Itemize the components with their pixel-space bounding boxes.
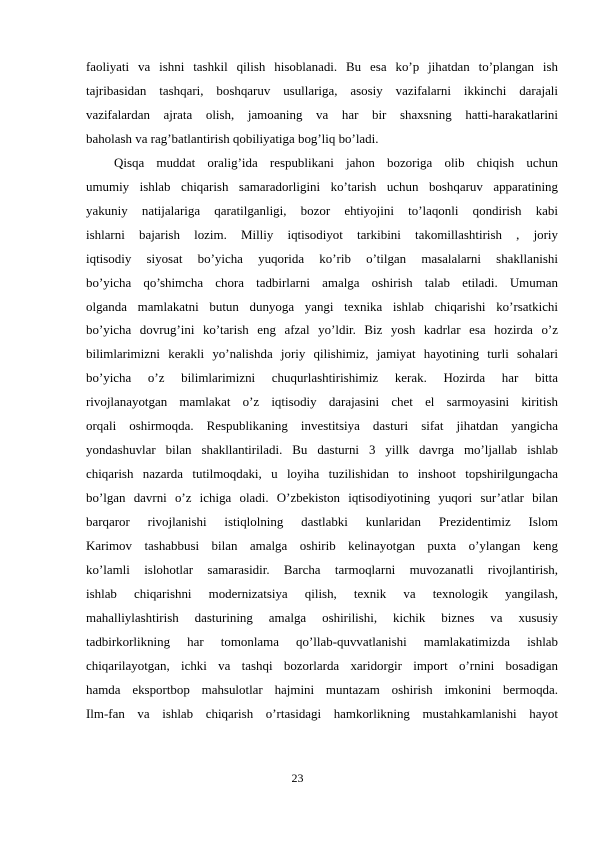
text-line: bilimlarimizni kerakli yo’nalishda joriy qilishimiz, jamiyat hayotining turli sohalari [86, 346, 558, 362]
text-line: mahalliylashtirish dasturining amalga oshirilishi, kichik biznes va xususiy [86, 609, 558, 625]
text-line: hamda eksportbop mahsulotlar hajmini muntazam oshirish imkonini bermoqda. [86, 681, 558, 697]
text-line: barqaror rivojlanishi istiqlolning dastlabki kunlaridan Prezidentimiz Islom [86, 514, 558, 530]
text-line: vazifalardan ajrata olish, jamoaning va har bir shaxsning hatti-harakatlarini [86, 106, 558, 122]
text-line: baholash va rag’batlantirish qobiliyatiga bog’liq bo’ladi. [86, 130, 379, 146]
text-line: Qisqa muddat oralig’ida respublikani jahon bozoriga olib chiqish uchun [114, 154, 558, 170]
text-line: orqali oshirmoqda. Respublikaning investitsiya dasturi sifat jihatdan yangicha [86, 418, 558, 434]
text-line: iqtisodiy siyosat bo’yicha yuqorida ko’rib o’tilgan masalalarni shakllanishi [86, 250, 558, 266]
text-line: rivojlanayotgan mamlakat o’z iqtisodiy darajasini chet el sarmoyasini kiritish [86, 394, 558, 410]
text-line: Karimov tashabbusi bilan amalga oshirib kelinayotgan puxta o’ylangan keng [86, 538, 558, 554]
paragraph-1 [86, 55, 558, 151]
text-line: umumiy ishlab chiqarish samaradorligini ko’tarish uchun boshqaruv apparatining [86, 178, 558, 194]
text-line: Ilm-fan va ishlab chiqarish o’rtasidagi hamkorlikning mustahkamlanishi hayot [86, 705, 558, 721]
text-line: ishlab chiqarishni modernizatsiya qilish, texnik va texnologik yangilash, [86, 585, 558, 601]
text-line: yondashuvlar bilan shakllantiriladi. Bu dasturni 3 yillk davrga mo’ljallab ishlab [86, 442, 558, 458]
text-line: bo’yicha o’z bilimlarimizni chuqurlashtirishimiz kerak. Hozirda har bitta [86, 370, 558, 386]
text-line: tajribasidan tashqari, boshqaruv usullariga, asosiy vazifalarni ikkinchi darajali [86, 82, 558, 98]
text-line: ishlarni bajarish lozim. Milliy iqtisodiyot tarkibini takomillashtirish , joriy [86, 226, 558, 242]
text-line: olganda mamlakatni butun dunyoga yangi texnika ishlab chiqarishi ko’rsatkichi [86, 298, 558, 314]
text-line: bo’lgan davrni o’z ichiga oladi. O’zbekiston iqtisodiyotining yuqori sur’atlar bilan [86, 490, 558, 506]
text-line: chiqarish nazarda tutilmoqdaki, u loyiha tuzilishidan to inshoot topshirilgungacha [86, 466, 558, 482]
text-line: bo’yicha dovrug’ini ko’tarish eng afzal yo’ldir. Biz yosh kadrlar esa hozirda o’z [86, 322, 558, 338]
text-line: bo’yicha qo’shimcha chora tadbirlarni amalga oshirish talab etiladi. Umuman [86, 274, 558, 290]
paragraph-2 [86, 151, 558, 726]
text-line: faoliyati va ishni tashkil qilish hisoblanadi. Bu esa ko’p jihatdan to’plangan ish [86, 59, 558, 74]
page-number: 23 [291, 771, 304, 785]
text-line: yakuniy natijalariga qaratilganligi, bozor ehtiyojini to’laqonli qondirish kabi [86, 202, 558, 218]
text-line: chiqarilayotgan, ichki va tashqi bozorlarda xaridorgir import o’rnini bosadigan [86, 657, 558, 673]
document-page [86, 55, 558, 726]
text-line: tadbirkorlikning har tomonlama qo’llab-quvvatlanishi mamlakatimizda ishlab [86, 633, 558, 649]
text-line: ko’lamli islohotlar samarasidir. Barcha tarmoqlarni muvozanatli rivojlantirish, [86, 562, 558, 578]
